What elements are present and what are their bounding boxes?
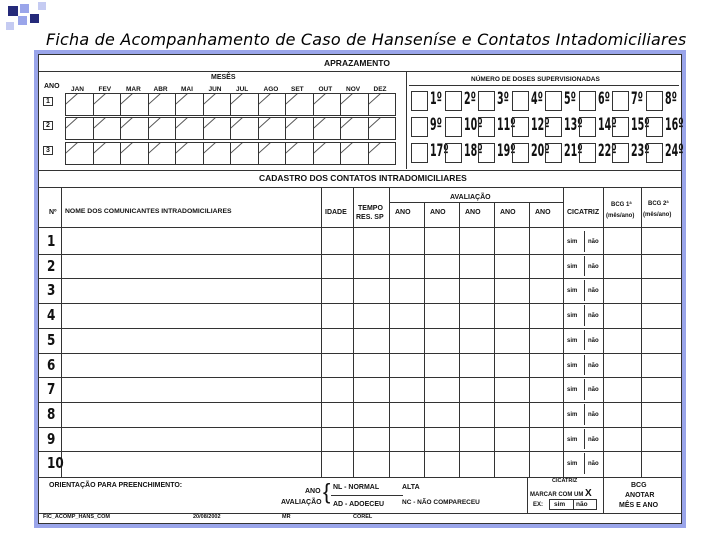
year-row-label: 3 bbox=[43, 146, 53, 155]
footer-code: FIC_ACOMP_HANS_COM bbox=[43, 514, 110, 520]
cicatriz-sim[interactable]: sim bbox=[567, 362, 578, 369]
col-bcg2-sub: (mês/ano) bbox=[643, 212, 672, 218]
month-cell[interactable] bbox=[340, 117, 369, 140]
example-nao: não bbox=[576, 501, 588, 508]
col-bcg1-sub: (mês/ano) bbox=[606, 213, 635, 219]
month-label: JAN bbox=[71, 86, 85, 93]
month-cell[interactable] bbox=[230, 93, 259, 116]
cicatriz-divider bbox=[584, 429, 585, 450]
anotar-note: ANOTAR bbox=[625, 492, 655, 499]
row-number: 3 bbox=[47, 281, 56, 300]
month-label: FEV bbox=[98, 86, 112, 93]
dose-checkbox[interactable] bbox=[512, 91, 529, 111]
month-cell[interactable] bbox=[203, 117, 232, 140]
month-cell[interactable] bbox=[285, 93, 314, 116]
slide-title: Ficha de Acompanhamento de Caso de Hanseníse e Contatos Intadomiciliares bbox=[46, 30, 687, 49]
corner-square bbox=[38, 2, 46, 10]
cicatriz-nao[interactable]: não bbox=[588, 288, 599, 295]
example-sim: sim bbox=[554, 501, 566, 508]
row-separator bbox=[39, 427, 681, 428]
cicatriz-divider bbox=[584, 330, 585, 351]
dose-number: 16º bbox=[664, 115, 684, 135]
case-form bbox=[38, 54, 682, 524]
month-cell[interactable] bbox=[93, 93, 122, 116]
ex-label: EX: bbox=[533, 502, 544, 508]
footer-date: 20/08/2002 bbox=[193, 514, 221, 520]
col-ano: ANO bbox=[395, 209, 411, 216]
ano-label: ANO bbox=[44, 83, 60, 90]
month-cell[interactable] bbox=[368, 117, 397, 140]
month-cell[interactable] bbox=[203, 93, 232, 116]
cicatriz-nao[interactable]: não bbox=[588, 239, 599, 245]
month-cell[interactable] bbox=[65, 142, 94, 165]
dose-number: 11º bbox=[497, 115, 516, 135]
dose-checkbox[interactable] bbox=[512, 143, 529, 163]
row-number: 8 bbox=[47, 404, 56, 423]
cicatriz-divider bbox=[584, 256, 585, 277]
dose-checkbox[interactable] bbox=[411, 117, 428, 137]
dose-number: 19º bbox=[497, 141, 516, 161]
row-separator bbox=[39, 303, 681, 304]
cicatriz-divider bbox=[584, 404, 585, 425]
month-cell[interactable] bbox=[148, 93, 177, 116]
cicatriz-nao[interactable]: não bbox=[588, 411, 599, 418]
row-number: 7 bbox=[47, 380, 56, 399]
mes-ano-note: MÊS E ANO bbox=[619, 502, 659, 509]
col-idade: IDADE bbox=[325, 209, 347, 216]
legend-ano: ANO bbox=[305, 488, 321, 495]
cicatriz-nao[interactable]: não bbox=[588, 263, 599, 270]
month-label: AGO bbox=[263, 86, 279, 93]
month-cell[interactable] bbox=[285, 117, 314, 140]
dose-checkbox[interactable] bbox=[646, 117, 663, 137]
month-cell[interactable] bbox=[285, 142, 314, 165]
row-separator bbox=[39, 402, 681, 403]
cicatriz-nao[interactable]: não bbox=[588, 436, 599, 443]
month-cell[interactable] bbox=[65, 117, 94, 140]
doses-label: NÚMERO DE DOSES SUPERVISIONADAS bbox=[471, 76, 600, 83]
corner-square bbox=[8, 6, 18, 16]
dose-number: 6º bbox=[597, 89, 610, 109]
month-label: MAR bbox=[126, 86, 141, 93]
dose-checkbox[interactable] bbox=[646, 143, 663, 163]
month-label: JUN bbox=[208, 86, 222, 93]
footer-mr: MR bbox=[282, 514, 291, 520]
cicatriz-divider bbox=[584, 355, 585, 376]
dose-number: 8º bbox=[664, 89, 677, 109]
month-cell[interactable] bbox=[175, 93, 204, 116]
meses-label: MESÊS bbox=[211, 74, 236, 81]
dose-checkbox[interactable] bbox=[646, 91, 663, 111]
row-separator bbox=[39, 254, 681, 255]
dose-checkbox[interactable] bbox=[512, 117, 529, 137]
legend-nc: NC - NÃO COMPARECEU bbox=[402, 499, 480, 506]
month-cell[interactable] bbox=[148, 142, 177, 165]
footer-corel: COREL bbox=[353, 514, 373, 520]
col-cicatriz: CICATRIZ bbox=[567, 209, 600, 216]
dose-checkbox[interactable] bbox=[545, 143, 562, 163]
dose-checkbox[interactable] bbox=[579, 117, 596, 137]
dose-number: 22º bbox=[597, 141, 617, 161]
month-cell[interactable] bbox=[93, 142, 122, 165]
month-label: DEZ bbox=[373, 86, 387, 93]
marcar-note: MARCAR COM UM X bbox=[530, 488, 592, 499]
cicatriz-nao[interactable]: não bbox=[588, 337, 599, 344]
month-cell[interactable] bbox=[65, 93, 94, 116]
dose-checkbox[interactable] bbox=[411, 91, 428, 111]
month-cell[interactable] bbox=[340, 142, 369, 165]
col-res: RES. SP bbox=[356, 214, 384, 221]
dose-number: 13º bbox=[564, 115, 583, 135]
dose-number: 4º bbox=[530, 89, 543, 109]
dose-checkbox[interactable] bbox=[445, 91, 462, 111]
month-cell[interactable] bbox=[258, 117, 287, 140]
aprazamento-header: APRAZAMENTO bbox=[324, 58, 390, 68]
row-separator bbox=[39, 353, 681, 354]
month-cell[interactable] bbox=[120, 93, 149, 116]
dose-checkbox[interactable] bbox=[612, 117, 629, 137]
cadastro-header: CADASTRO DOS CONTATOS INTRADOMICILIARES bbox=[259, 173, 467, 183]
cicatriz-sim[interactable]: sim bbox=[567, 288, 578, 295]
col-num: Nº bbox=[49, 209, 57, 216]
cicatriz-sim[interactable]: sim bbox=[567, 337, 578, 344]
dose-number: 7º bbox=[631, 89, 643, 109]
col-ano: ANO bbox=[535, 209, 551, 216]
legend-ad: AD - ADOECEU bbox=[333, 501, 385, 508]
dose-number: 9º bbox=[430, 115, 442, 135]
example-sim-nao bbox=[549, 499, 597, 510]
row-number: 9 bbox=[47, 429, 56, 448]
month-cell[interactable] bbox=[120, 117, 149, 140]
x-mark: X bbox=[585, 488, 592, 499]
bcg-note: BCG bbox=[631, 482, 647, 489]
month-cell[interactable] bbox=[175, 117, 204, 140]
dose-checkbox[interactable] bbox=[545, 91, 562, 111]
legend-avaliacao: AVALIAÇÃO bbox=[281, 499, 322, 506]
month-label: MAI bbox=[181, 86, 193, 93]
dose-number: 20º bbox=[530, 141, 550, 161]
month-cell[interactable] bbox=[148, 117, 177, 140]
cicatriz-divider bbox=[584, 379, 585, 400]
avaliacao-header: AVALIAÇÃO bbox=[450, 194, 491, 201]
orientacao-label: ORIENTAÇÃO PARA PREENCHIMENTO: bbox=[49, 482, 183, 489]
col-ano: ANO bbox=[430, 209, 446, 216]
cicatriz-sim[interactable]: sim bbox=[567, 387, 578, 394]
col-ano: ANO bbox=[465, 209, 481, 216]
month-cell[interactable] bbox=[230, 117, 259, 140]
cicatriz-divider bbox=[584, 231, 585, 252]
month-cell[interactable] bbox=[175, 142, 204, 165]
row-number: 4 bbox=[47, 306, 56, 325]
year-row-label: 2 bbox=[43, 121, 53, 130]
corner-square bbox=[20, 4, 29, 13]
month-label: SET bbox=[291, 86, 304, 93]
month-cell[interactable] bbox=[313, 117, 342, 140]
col-nome: NOME DOS COMUNICANTES INTRADOMICILIARES bbox=[65, 208, 232, 215]
corner-square bbox=[6, 22, 14, 30]
month-cell[interactable] bbox=[313, 93, 342, 116]
cicatriz-sim[interactable]: sim bbox=[567, 263, 578, 270]
cicatriz-note: CICATRIZ bbox=[552, 478, 578, 484]
row-number: 1 bbox=[47, 232, 56, 250]
month-label: NOV bbox=[346, 86, 361, 93]
dose-number: 3º bbox=[497, 89, 509, 109]
dose-checkbox[interactable] bbox=[445, 143, 462, 163]
cicatriz-nao[interactable]: não bbox=[588, 461, 599, 468]
dose-checkbox[interactable] bbox=[445, 117, 462, 137]
cicatriz-sim[interactable]: sim bbox=[567, 411, 578, 418]
cicatriz-sim[interactable]: sim bbox=[567, 239, 578, 245]
dose-number: 18º bbox=[463, 141, 483, 161]
month-label: ABR bbox=[153, 86, 168, 93]
dose-number: 14º bbox=[597, 115, 617, 135]
cicatriz-sim[interactable]: sim bbox=[567, 313, 578, 320]
cicatriz-divider bbox=[584, 453, 585, 474]
dose-checkbox[interactable] bbox=[579, 143, 596, 163]
dose-number: 1º bbox=[430, 89, 442, 109]
dose-number: 2º bbox=[463, 89, 476, 109]
year-row-label: 1 bbox=[43, 97, 53, 106]
col-ano: ANO bbox=[500, 209, 516, 216]
dose-checkbox[interactable] bbox=[478, 117, 495, 137]
col-bcg1: BCG 1ª bbox=[611, 202, 632, 208]
month-cell[interactable] bbox=[258, 93, 287, 116]
dose-number: 10º bbox=[463, 115, 483, 135]
row-separator bbox=[39, 278, 681, 279]
ano-divider bbox=[494, 202, 495, 477]
month-cell[interactable] bbox=[93, 117, 122, 140]
row-number: 2 bbox=[47, 256, 56, 275]
row-number: 10 bbox=[47, 454, 64, 473]
dose-number: 24º bbox=[664, 141, 684, 161]
cicatriz-nao[interactable]: não bbox=[588, 362, 599, 369]
corner-square bbox=[30, 14, 39, 23]
dose-number: 15º bbox=[631, 115, 650, 135]
dose-checkbox[interactable] bbox=[478, 143, 495, 163]
month-cell[interactable] bbox=[340, 93, 369, 116]
month-cell[interactable] bbox=[313, 142, 342, 165]
row-separator bbox=[39, 377, 681, 378]
dose-number: 17º bbox=[430, 141, 449, 161]
col-bcg2: BCG 2ª bbox=[648, 201, 669, 207]
row-separator bbox=[39, 451, 681, 452]
dose-checkbox[interactable] bbox=[545, 117, 562, 137]
legend-alta: ALTA bbox=[402, 484, 420, 491]
month-label: JUL bbox=[236, 86, 249, 93]
cicatriz-nao[interactable]: não bbox=[588, 313, 599, 320]
month-cell[interactable] bbox=[368, 93, 397, 116]
row-separator bbox=[39, 328, 681, 329]
cicatriz-divider bbox=[584, 305, 585, 326]
ano-divider bbox=[529, 202, 530, 477]
month-cell[interactable] bbox=[368, 142, 397, 165]
cicatriz-divider bbox=[584, 280, 585, 301]
dose-checkbox[interactable] bbox=[411, 143, 428, 163]
row-number: 6 bbox=[47, 355, 56, 374]
month-label: OUT bbox=[318, 86, 333, 93]
month-cell[interactable] bbox=[230, 142, 259, 165]
month-cell[interactable] bbox=[258, 142, 287, 165]
month-cell[interactable] bbox=[203, 142, 232, 165]
corner-square bbox=[18, 16, 27, 25]
ano-divider bbox=[424, 202, 425, 477]
row-number: 5 bbox=[47, 330, 56, 349]
dose-checkbox[interactable] bbox=[579, 91, 596, 111]
dose-number: 5º bbox=[564, 89, 576, 109]
legend-nl: NL - NORMAL bbox=[333, 484, 380, 491]
dose-checkbox[interactable] bbox=[478, 91, 495, 111]
dose-number: 12º bbox=[530, 115, 550, 135]
cicatriz-nao[interactable]: não bbox=[588, 387, 599, 394]
ano-divider bbox=[459, 202, 460, 477]
dose-number: 23º bbox=[631, 141, 650, 161]
dose-checkbox[interactable] bbox=[612, 91, 629, 111]
brace-icon: { bbox=[323, 479, 331, 504]
month-cell[interactable] bbox=[120, 142, 149, 165]
col-tempo: TEMPO bbox=[358, 205, 383, 212]
cicatriz-sim[interactable]: sim bbox=[567, 461, 578, 468]
dose-number: 21º bbox=[564, 141, 583, 161]
dose-checkbox[interactable] bbox=[612, 143, 629, 163]
cicatriz-sim[interactable]: sim bbox=[567, 436, 578, 443]
